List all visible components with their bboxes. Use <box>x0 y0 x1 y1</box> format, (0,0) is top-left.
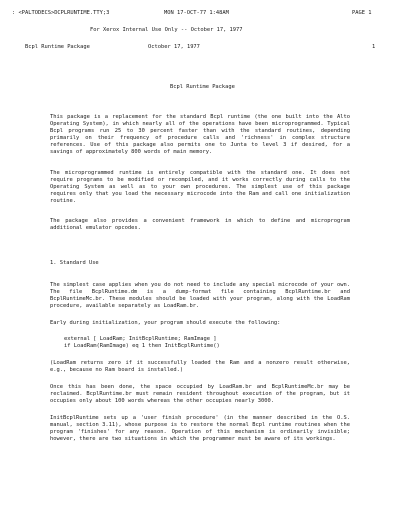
initialization-paragraph: Early during initialization, your program should execute the following: <box>50 320 281 326</box>
document-title: Bcpl Runtime Package <box>170 84 235 90</box>
standard-use-paragraph: The simplest case applies when you do not need to include any special microcode of your own. The file BcplRuntime.dm is a dump-format file containing BcplRuntime.br and BcplRuntimeMc.br. These modules should be loaded with your program, along with the LoadRam procedure, available separately as LoadRam.br. <box>50 282 350 309</box>
print-date: MON 17-OCT-77 1:48AM <box>164 10 229 16</box>
code-line: external [ LoadRam; InitBcplRuntime; RamImage ] <box>64 336 217 342</box>
distribution-notice: For Xerox Internal Use Only -- October 17, 1977 <box>90 27 243 33</box>
compatibility-paragraph: The microprogrammed runtime is entirely compatible with the standard one. It does not require programs to be modified or recompiled, and it works correctly during calls to the Operating System as well as to your own procedures. The simplest use of this package requires only that you load the necessary microcode into the Ram and call one initialization routine. <box>50 170 350 204</box>
finish-procedure-paragraph: InitBcplRuntime sets up a 'user finish procedure' (in the manner described in the O.S. manual, section 3.11), whose purpose is to restore the normal Bcpl runtime routines when the program 'finishes' for any reason. Operation of this mechanism is ordinarily invisible; however, there are two situations in which the programmer must be aware of its workings. <box>50 415 350 442</box>
framework-paragraph: The package also provides a convenient framework in which to define and microprogram additional emulator opcodes. <box>50 218 350 231</box>
intro-paragraph: This package is a replacement for the standard Bcpl runtime (the one built into the Alto Operating System), in which nearly all of the operations have been microprogrammed. Typical Bcpl programs run 25 to 30 percent faster than with the standard routines, depending primarily on their frequency of procedure calls and 'richness' in complex structure references. Use of this package also permits one to Junta to level 3 if desired, for a savings of approximately 800 words of main memory. <box>50 114 350 155</box>
page-label: PAGE 1 <box>352 10 372 16</box>
reclaim-paragraph: Once this has been done, the space occupied by LoadRam.br and BcplRuntimeMc.br may be reclaimed. BcplRuntime.br must remain resident throughout execution of the program, but it occupies only about 100 words whereas the other occupies nearly 3000. <box>50 384 350 404</box>
section-heading: 1. Standard Use <box>50 260 99 266</box>
code-line: if LoadRam(RamImage) eq 1 then InitBcplRuntime() <box>64 343 220 349</box>
loadram-note-paragraph: (LoadRam returns zero if it successfully loaded the Ram and a nonzero result otherwise, e.g., because no Ram board is installed.) <box>50 360 350 373</box>
file-path: : <PALTODECS>DCPLRUNTIME.TTY;3 <box>12 10 110 16</box>
running-head-date: October 17, 1977 <box>148 44 200 50</box>
running-head-number: 1 <box>372 44 376 50</box>
running-head-title: Bcpl Runtime Package <box>25 44 90 50</box>
